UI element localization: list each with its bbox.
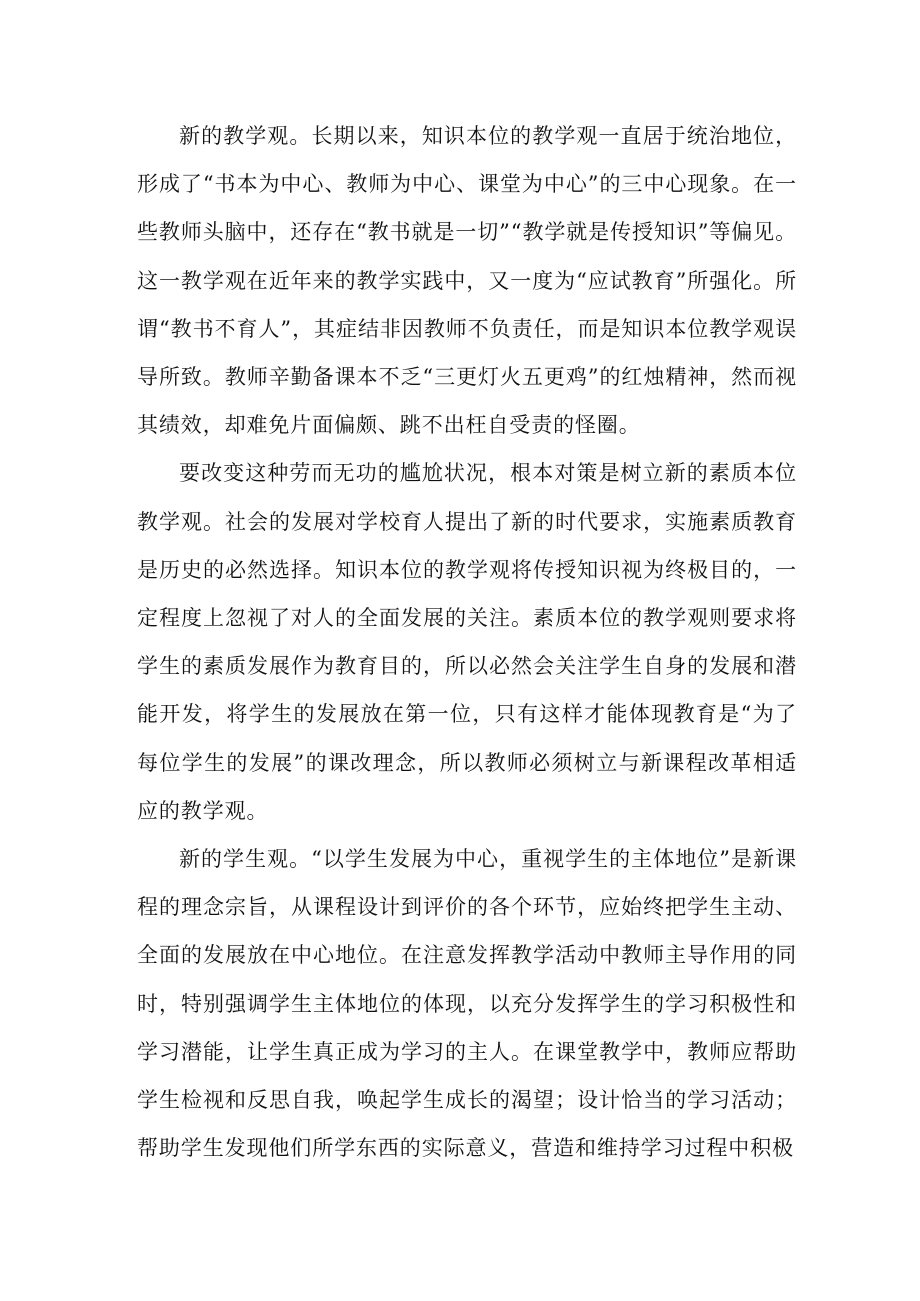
paragraph-quality-based-view: 要改变这种劳而无功的尴尬状况，根本对策是树立新的素质本位教学观。社会的发展对学校育人提出了新的时代要求，实施素质教育是历史的必然选择。知识本位的教学观将传授知识视为终极目的，一定程度上忽视了对人的全面发展的关注。素质本位的教学观则要求将学生的素质发展作为教育目的，所以必然会关注学生自身的发展和潜能开发，将学生的发展放在第一位，只有这样才能体现教育是“为了每位学生的发展”的课改理念，所以教师必须树立与新课程改革相适应的教学观。 — [137, 461, 797, 823]
document-body — [137, 112, 797, 1172]
paragraph-student-view: 新的学生观。“以学生发展为中心，重视学生的主体地位”是新课程的理念宗旨，从课程设计到评价的各个环节，应始终把学生主动、全面的发展放在中心地位。在注意发挥教学活动中教师主导作用的同时，特别强调学生主体地位的体现，以充分发挥学生的学习积极性和学习潜能，让学生真正成为学习的主人。在课堂教学中，教师应帮助学生检视和反思自我，唤起学生成长的渴望；设计恰当的学习活动；帮助学生发现他们所学东西的实际意义，营造和维持学习过程中积极 — [137, 847, 797, 1161]
paragraph-teaching-view: 新的教学观。长期以来，知识本位的教学观一直居于统治地位，形成了“书本为中心、教师为中心、课堂为中心”的三中心现象。在一些教师头脑中，还存在“教书就是一切”“教学就是传授知识”等偏见。这一教学观在近年来的教学实践中，又一度为“应试教育”所强化。所谓“教书不育人”，其症结非因教师不负责任，而是知识本位教学观误导所致。教师辛勤备课本不乏“三更灯火五更鸡”的红烛精神，然而视其绩效，却难免片面偏颇、跳不出枉自受责的怪圈。 — [137, 124, 797, 438]
